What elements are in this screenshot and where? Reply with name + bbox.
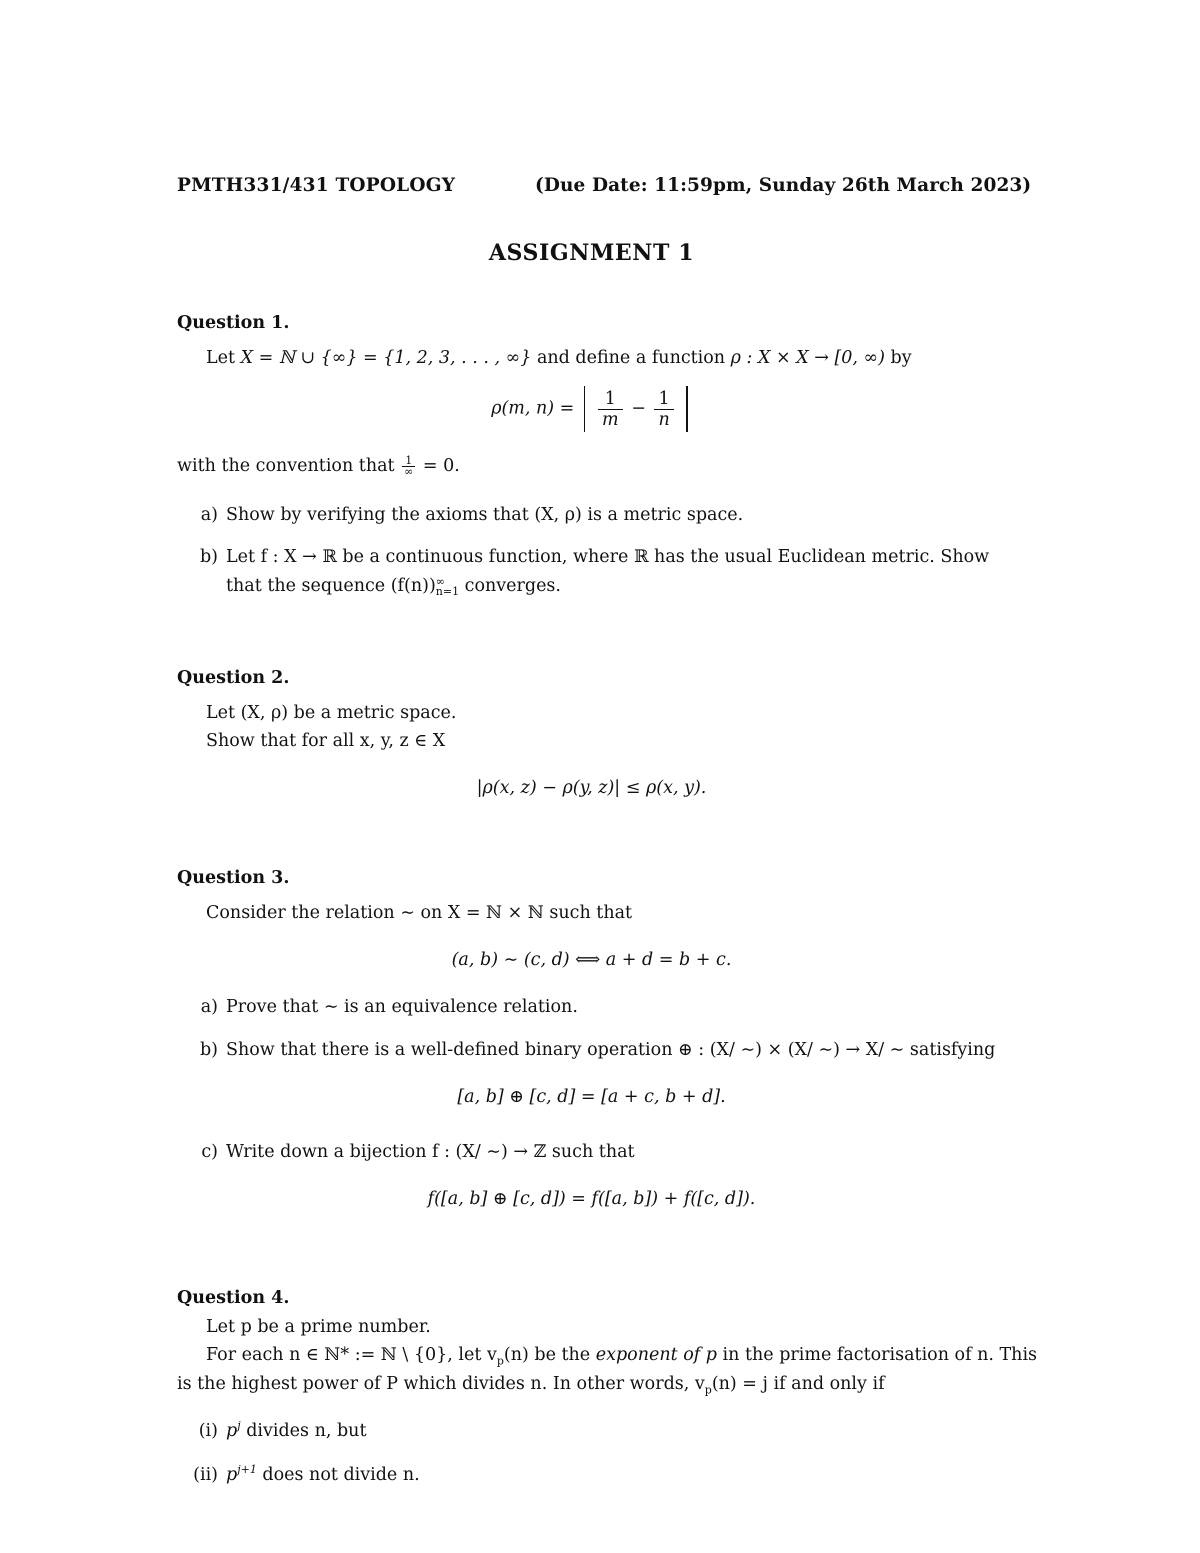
q4-line2-a: For each n ∈ ℕ* := ℕ \ {0}, let v	[206, 1345, 497, 1365]
q4-line2-b: (n) be the	[503, 1345, 596, 1365]
assignment-title: ASSIGNMENT 1	[488, 240, 695, 266]
q3-c-formula: f([a, b] ⊕ [c, d]) = f([a, b]) + f([c, d]).	[427, 1189, 756, 1209]
q3-c-text: Write down a bijection f : (X/ ∼) → ℤ such that	[226, 1142, 635, 1162]
q2-heading: Question 2.	[177, 668, 290, 688]
q4-ii-label: (ii)	[193, 1464, 218, 1485]
q4-ii-sup: j+1	[237, 1463, 257, 1476]
q4-ii-b: does not divide n.	[256, 1464, 420, 1485]
q3-b-text: Show that there is a well-defined binary operation ⊕ : (X/ ∼) × (X/ ∼) → X/ ∼ satisfying	[226, 1040, 996, 1060]
q4-line2-em: exponent of p	[595, 1345, 717, 1365]
due-date: (Due Date: 11:59pm, Sunday 26th March 2023)	[535, 175, 1032, 196]
q1-b-sup: ∞	[435, 574, 445, 588]
q3-part-c	[190, 1141, 635, 1163]
q1-convention-b: = 0.	[422, 456, 460, 476]
q1-formula	[0, 386, 1183, 432]
q1-heading: Question 1.	[177, 313, 290, 333]
q1-a-text: Show by verifying the axioms that (X, ρ) is a metric space.	[226, 505, 744, 525]
q2-line1: Let (X, ρ) be a metric space.	[206, 703, 457, 723]
q1-intro-c: by	[884, 348, 912, 368]
q4-heading: Question 4.	[177, 1288, 290, 1308]
q1-frac-2-den: n	[658, 409, 670, 430]
q1-a-label: a)	[200, 505, 218, 525]
q4-ii-a: p	[226, 1464, 238, 1485]
q3-a-label: a)	[200, 997, 218, 1017]
q1-b-line2-b: converges.	[459, 576, 561, 596]
course-title: PMTH331/431 TOPOLOGY	[177, 175, 456, 196]
q1-frac-1	[598, 389, 623, 430]
q1-frac-2-num: 1	[654, 389, 673, 410]
q4-i-b: divides n, but	[240, 1420, 367, 1441]
q4-line3-sub: p	[704, 1383, 712, 1397]
q1-set-def: X = ℕ ∪ {∞} = {1, 2, 3, . . . , ∞}	[240, 348, 532, 368]
q4-line3	[177, 1373, 885, 1402]
q1-part-b	[190, 546, 989, 568]
q4-line2	[206, 1344, 1037, 1373]
q4-i-a: p	[226, 1420, 238, 1441]
q1-b-sub: n=1	[435, 584, 460, 598]
q3-part-b	[190, 1039, 995, 1061]
q3-b-formula: [a, b] ⊕ [c, d] = [a + c, b + d].	[457, 1087, 726, 1107]
q4-i-label: (i)	[198, 1420, 218, 1441]
q4-item-ii	[190, 1459, 420, 1486]
abs-bar-right	[686, 386, 688, 432]
q1-intro-a: Let	[206, 348, 241, 368]
q1-frac-1-den: m	[602, 409, 619, 430]
q1-convention-frac	[402, 456, 415, 477]
q3-part-a	[190, 996, 578, 1018]
q1-b-line2-a: that the sequence (f(n))	[226, 576, 436, 596]
q1-convention-den: ∞	[404, 465, 414, 478]
q1-part-b-line2	[226, 575, 561, 597]
q1-b-label: b)	[199, 547, 218, 567]
q1-frac-1-num: 1	[598, 389, 623, 410]
q4-item-i	[190, 1415, 366, 1442]
q1-b-line1: Let f : X → ℝ be a continuous function, where ℝ has the usual Euclidean metric. Show	[226, 547, 990, 567]
q1-formula-lhs: ρ(m, n) =	[491, 398, 575, 419]
q4-line3-a: is the highest power of P which divides n. In other words, v	[177, 1374, 705, 1394]
q1-convention-num: 1	[402, 456, 415, 467]
abs-bar-left	[584, 386, 586, 432]
q1-convention	[177, 455, 460, 477]
q3-b-label: b)	[199, 1040, 218, 1060]
q1-minus: −	[631, 398, 646, 419]
q4-line1: Let p be a prime number.	[206, 1317, 431, 1337]
q1-part-a	[190, 504, 743, 526]
q2-line2: Show that for all x, y, z ∈ X	[206, 731, 446, 751]
q1-intro-b: and define a function	[531, 348, 731, 368]
q1-b-limits	[435, 574, 460, 598]
q3-heading: Question 3.	[177, 868, 290, 888]
q3-a-text: Prove that ∼ is an equivalence relation.	[226, 997, 578, 1017]
q4-i-sup: j	[237, 1419, 241, 1432]
q3-c-label: c)	[201, 1142, 218, 1162]
q1-convention-a: with the convention that	[177, 456, 395, 476]
q4-line2-c: in the prime factorisation of n. This	[716, 1345, 1038, 1365]
q1-intro	[206, 347, 912, 369]
q2-formula: |ρ(x, z) − ρ(y, z)| ≤ ρ(x, y).	[476, 778, 707, 798]
q4-line3-b: (n) = j if and only if	[711, 1374, 885, 1394]
q1-func-sig: ρ : X × X → [0, ∞)	[730, 348, 885, 368]
q1-frac-2	[654, 389, 673, 430]
q4-line2-sub: p	[496, 1354, 504, 1368]
q3-formula: (a, b) ∼ (c, d) ⟺ a + d = b + c.	[451, 950, 732, 970]
q3-line1: Consider the relation ∼ on X = ℕ × ℕ such that	[206, 903, 633, 923]
